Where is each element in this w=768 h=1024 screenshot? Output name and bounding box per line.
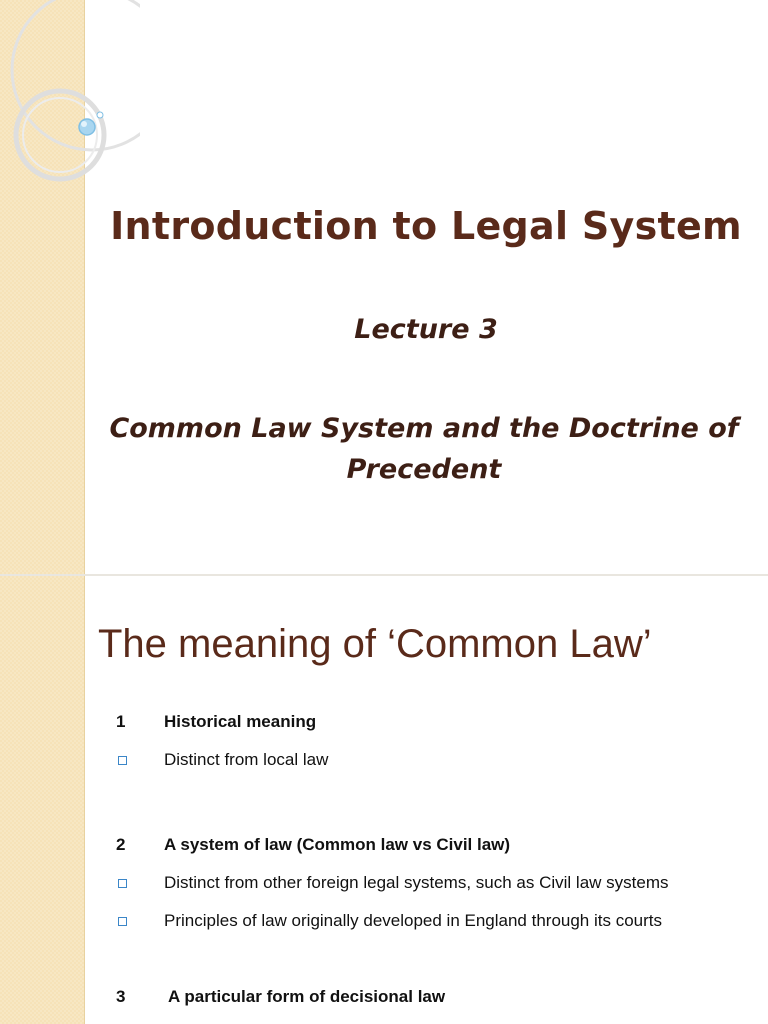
bullet-text: Distinct from local law xyxy=(164,750,329,769)
section-number: 2 xyxy=(116,835,126,854)
bullet-row xyxy=(0,750,768,776)
section-number: 1 xyxy=(116,712,126,731)
bullet-row xyxy=(0,911,768,937)
slide-title: Introduction to Legal System xyxy=(110,204,742,248)
bullet-row xyxy=(0,873,768,899)
section-heading-row xyxy=(0,987,768,1013)
section-heading: A system of law (Common law vs Civil law) xyxy=(164,835,511,854)
content-slide xyxy=(0,576,768,1024)
section-heading-row xyxy=(0,712,768,738)
section-heading: Historical meaning xyxy=(164,712,317,731)
lecture-label: Lecture 3 xyxy=(354,314,498,345)
circle-ring-decoration-icon xyxy=(0,0,140,200)
bullet-text: Principles of law originally developed in England through its courts xyxy=(164,911,663,930)
bullet-text: Distinct from other foreign legal systems, such as Civil law systems xyxy=(164,873,669,892)
slide-subtitle: Common Law System and the Doctrine of Precedent xyxy=(109,413,739,485)
slide-title: The meaning of ‘Common Law’ xyxy=(98,622,652,666)
section-heading-row xyxy=(0,835,768,861)
strip-edge xyxy=(84,576,85,1024)
hollow-square-bullet-icon xyxy=(118,879,127,888)
section-heading: A particular form of decisional law xyxy=(168,987,446,1006)
side-strip xyxy=(0,576,84,1024)
section-number: 3 xyxy=(116,987,126,1006)
hollow-square-bullet-icon xyxy=(118,756,127,765)
hollow-square-bullet-icon xyxy=(118,917,127,926)
